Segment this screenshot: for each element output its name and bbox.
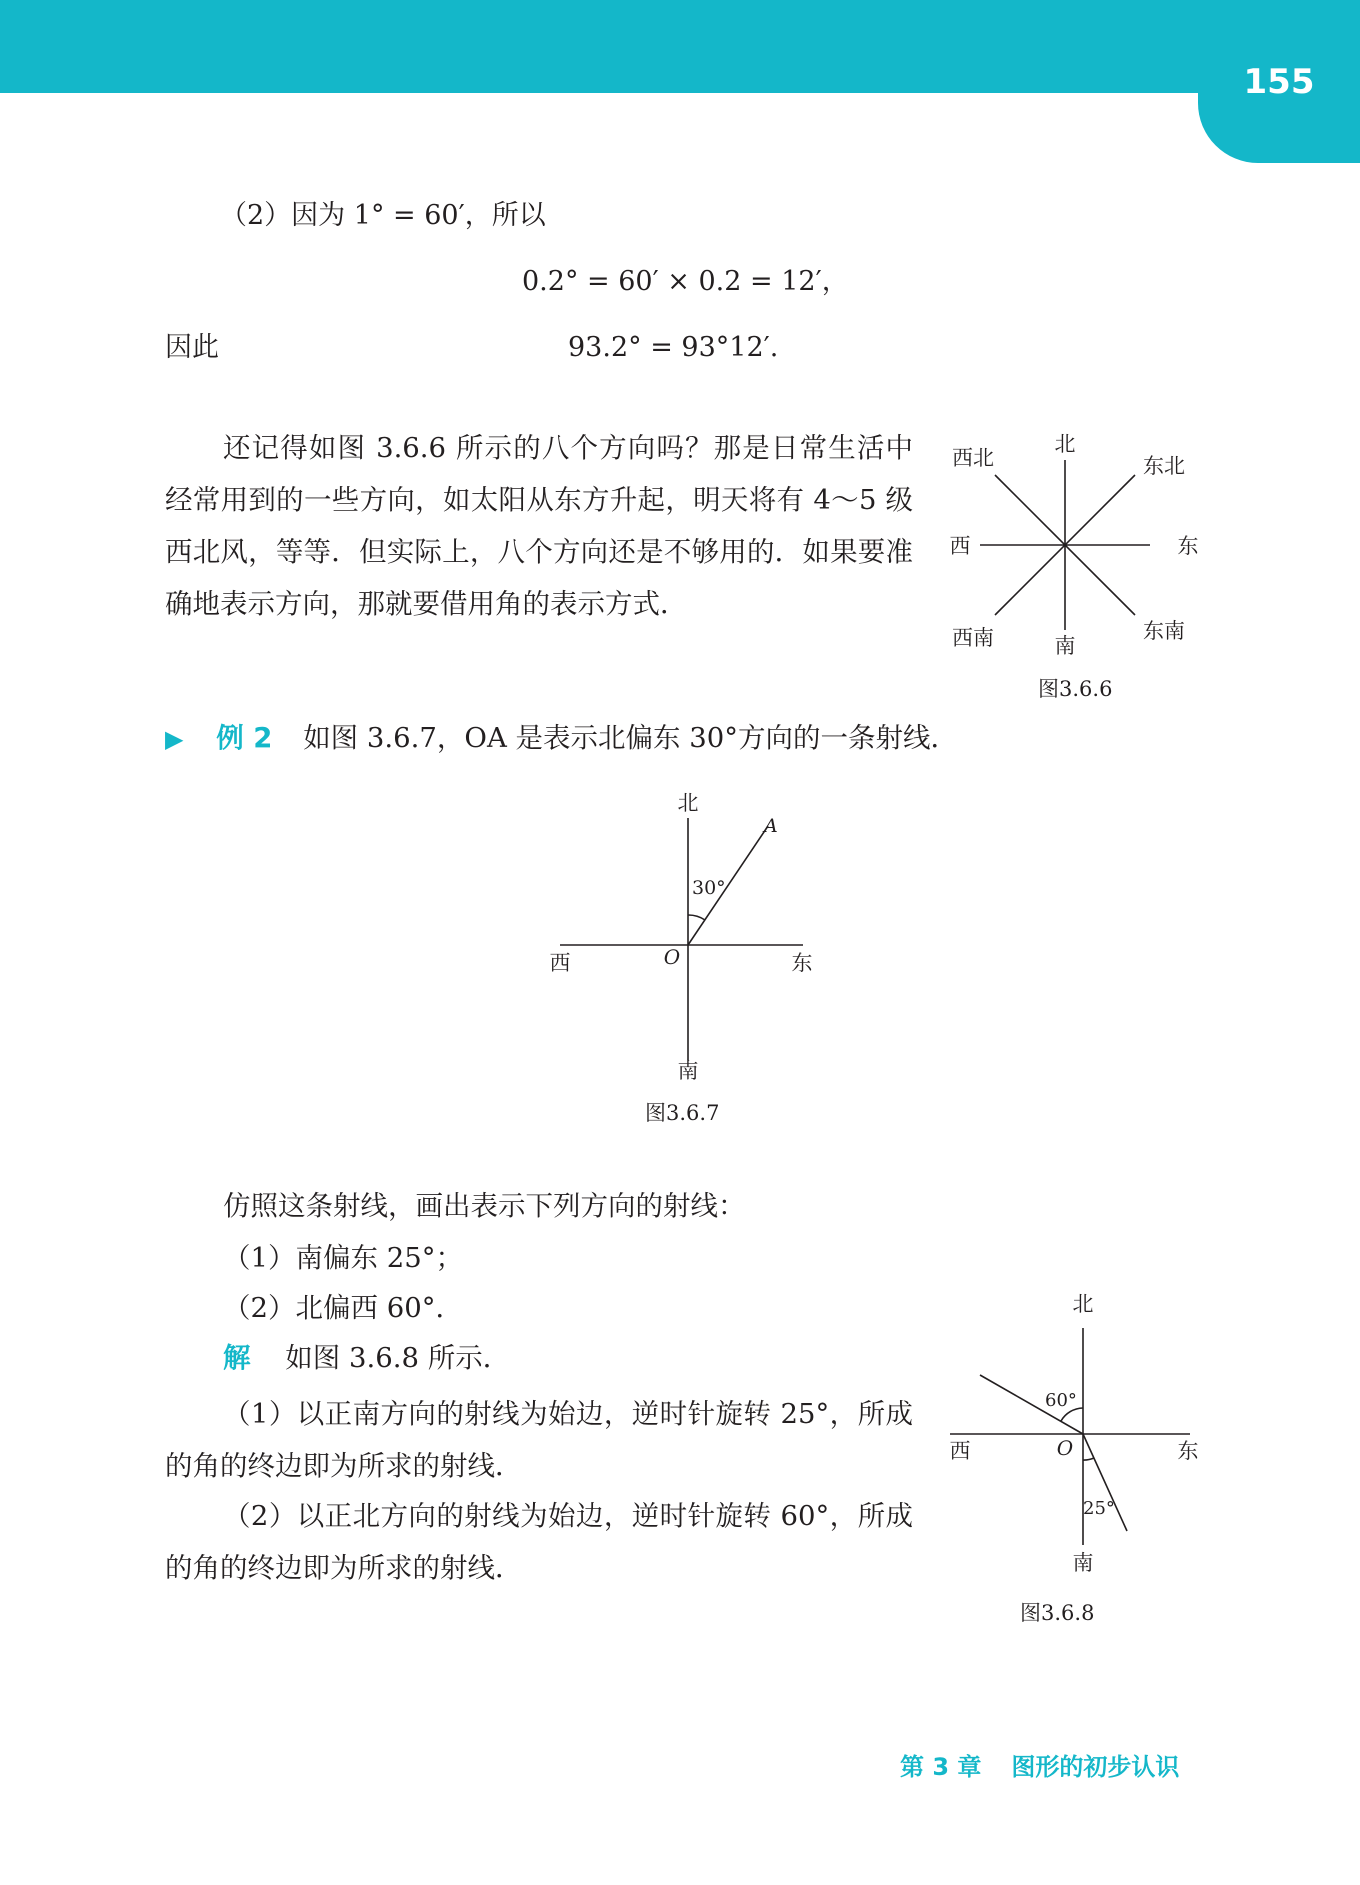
solution-text: 如图 3.6.8 所示． [285, 1342, 511, 1374]
fig366-northwest: 西北 [952, 446, 994, 470]
calc-line-2: 0.2° = 60′ × 0.2 = 12′， [522, 266, 849, 297]
fig366-northeast: 东北 [1143, 454, 1185, 478]
header-bar [0, 0, 1360, 93]
figure-3-6-7-caption: 图3.6.7 [645, 1101, 720, 1125]
fig367-west: 西 [549, 951, 571, 975]
figure-3-6-7 [540, 790, 840, 1090]
fig368-west: 西 [949, 1439, 971, 1463]
solution-step-2-text: （2）以正北方向的射线为始边，逆时针旋转 60°，所成的角的终边即为所求的射线． [165, 1500, 913, 1584]
solution-step-2 [165, 1490, 913, 1594]
fig367-point-a: A [764, 815, 778, 837]
fig366-north: 北 [1054, 432, 1076, 456]
solution-step-1 [165, 1388, 913, 1492]
exercise-intro: 仿照这条射线，画出表示下列方向的射线： [223, 1190, 746, 1222]
fig366-southwest: 西南 [952, 626, 994, 650]
fig367-angle-arc [688, 915, 705, 920]
fig366-east: 东 [1177, 534, 1199, 558]
fig366-south: 南 [1054, 634, 1076, 658]
figure-3-6-8-caption: 图3.6.8 [1020, 1601, 1095, 1625]
exercise-item-1: （1）南偏东 25°； [223, 1242, 463, 1274]
footer-chapter: 第 3 章 [900, 1753, 982, 1781]
exercise-item-2: （2）北偏西 60°． [223, 1292, 463, 1324]
fig367-angle-label: 30° [692, 877, 726, 899]
example-text: 如图 3.6.7，OA 是表示北偏东 30°方向的一条射线． [303, 722, 959, 754]
fig368-origin: O [1056, 1436, 1074, 1460]
fig367-east: 东 [791, 951, 813, 975]
fig367-origin: O [663, 945, 681, 969]
fig368-south: 南 [1072, 1551, 1094, 1575]
footer-title: 图形的初步认识 [1011, 1753, 1180, 1781]
page-number: 155 [1243, 62, 1315, 102]
footer [900, 1752, 1179, 1782]
fig367-south: 南 [677, 1059, 699, 1083]
example-tag: 例 2 [216, 722, 273, 754]
example-2 [165, 720, 958, 757]
fig368-angle-top-label: 60° [1045, 1390, 1077, 1411]
figure-3-6-8 [945, 1288, 1205, 1578]
fig368-east: 东 [1177, 1439, 1199, 1463]
fig368-angle-bottom-label: 25° [1083, 1498, 1115, 1519]
fig368-north: 北 [1072, 1292, 1094, 1316]
fig367-north: 北 [677, 791, 699, 815]
calc-line-3-formula: 93.2° = 93°12′. [568, 332, 779, 363]
calc-line-1: （2）因为 1° = 60′，所以 [220, 200, 546, 231]
intro-paragraph-text: 还记得如图 3.6.6 所示的八个方向吗？那是日常生活中经常用到的一些方向，如太阳从东方升起，明天将有 4～5 级西北风，等等．但实际上，八个方向还是不够用的．如果要准确地表示方向，那就要借用角的表示方式． [165, 432, 913, 620]
fig366-west: 西 [949, 534, 971, 558]
figure-3-6-6-caption: 图3.6.6 [1038, 677, 1113, 701]
figure-3-6-6 [945, 430, 1205, 670]
calc-line-3-label: 因此 [165, 332, 219, 363]
example-arrow-icon: ▶ [165, 725, 184, 753]
intro-paragraph [165, 422, 913, 630]
solution-tag: 解 [223, 1342, 251, 1374]
solution-step-1-text: （1）以正南方向的射线为始边，逆时针旋转 25°，所成的角的终边即为所求的射线． [165, 1398, 913, 1482]
fig366-southeast: 东南 [1143, 619, 1185, 643]
fig368-angle-arc-bottom [1083, 1458, 1094, 1460]
solution-line [223, 1340, 510, 1376]
